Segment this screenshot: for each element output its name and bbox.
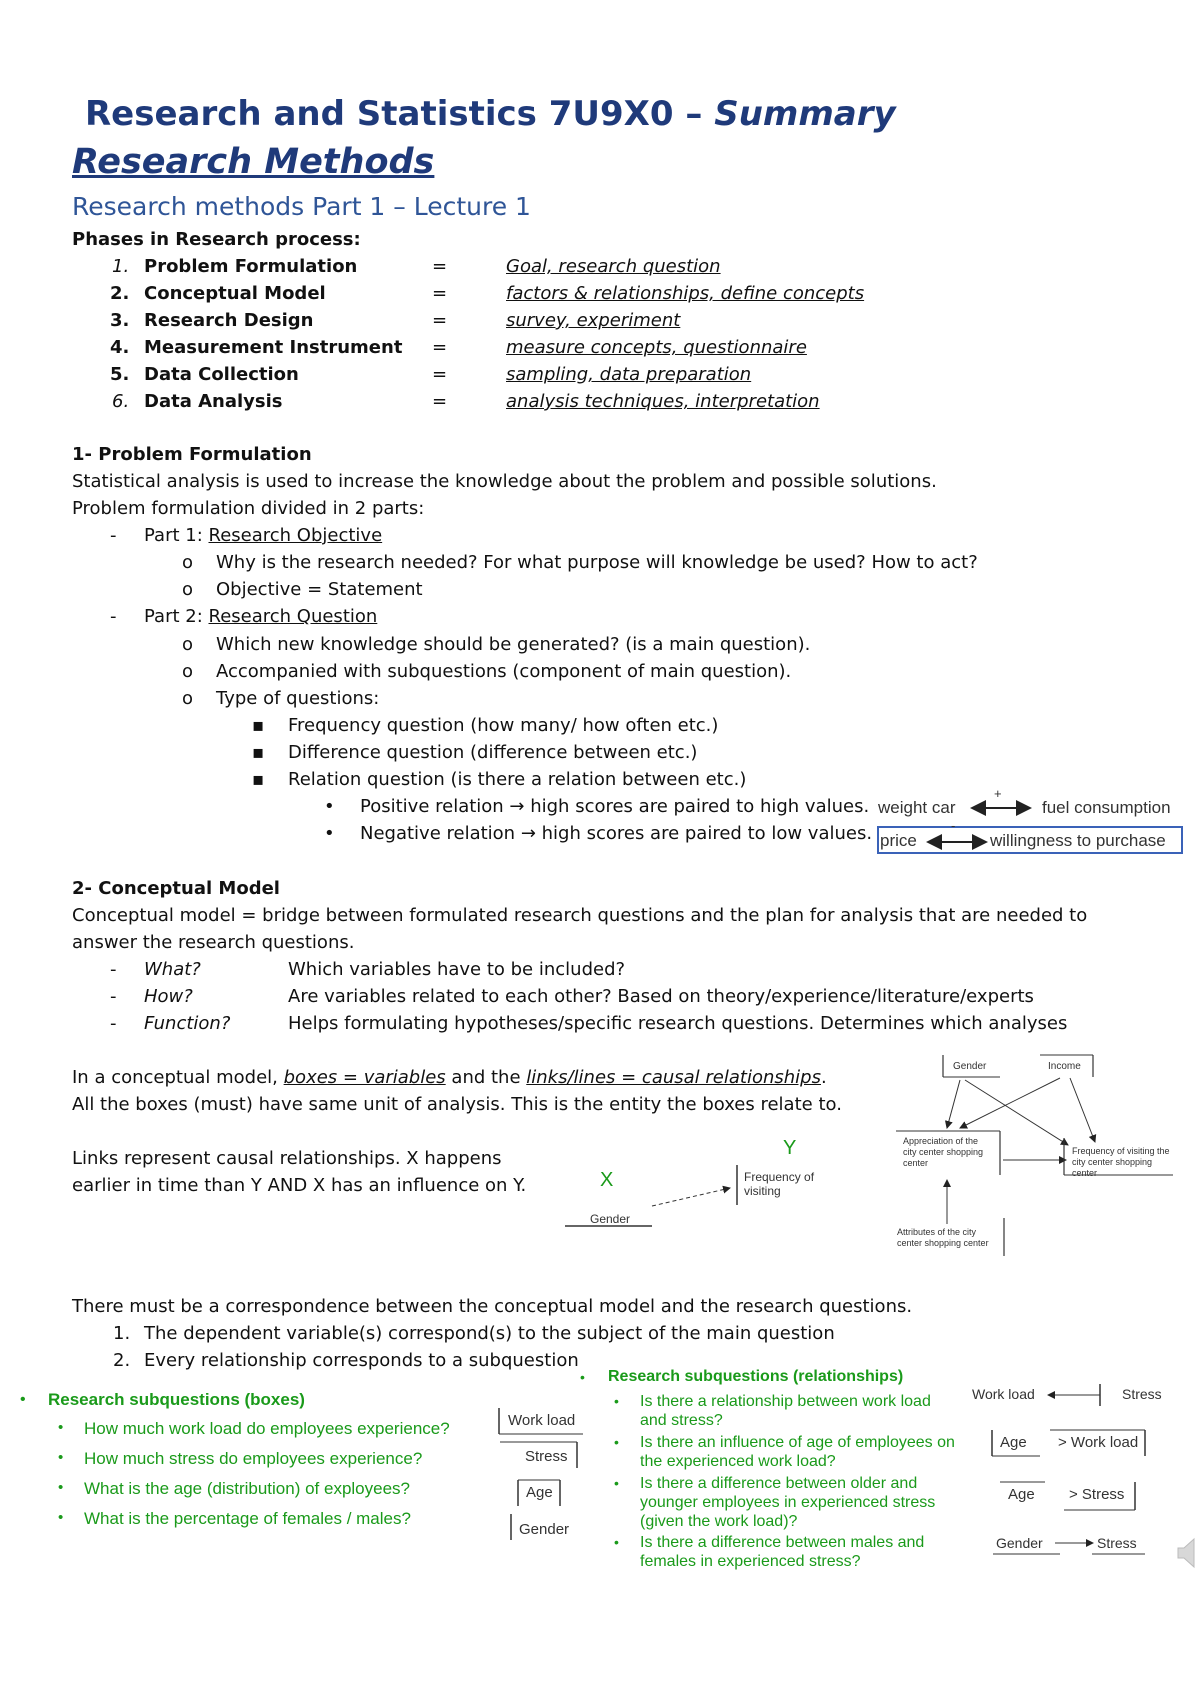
rel-neg-sign: - [951, 818, 956, 833]
subq-box-item: What is the age (distribution) of exployees? [84, 1479, 411, 1498]
box-label: Age [526, 1484, 553, 1501]
xy-gender: Gender [590, 1212, 631, 1226]
green-bullet: • [20, 1391, 26, 1408]
model-gender: Gender [953, 1061, 987, 1072]
text-line: visiting [744, 1184, 781, 1198]
rel-diagram-left: Work load [972, 1386, 1035, 1402]
green-bullet: • [614, 1534, 619, 1550]
rel-diagram-left: Age [1008, 1486, 1035, 1503]
square-bullet: ▪ [252, 769, 265, 790]
circle-bullet: o [182, 634, 194, 655]
title-main: Research and Statistics 7U9X0 – [85, 94, 715, 134]
dash-bullet: - [110, 1013, 117, 1034]
phase-eq: = [432, 256, 448, 277]
text-line: and stress? [640, 1412, 723, 1429]
list-item: Objective = Statement [216, 579, 423, 600]
list-item: Relation question (is there a relation between etc.) [288, 769, 747, 790]
text-line: Is there an influence of age of employees on [640, 1434, 955, 1451]
links-text: earlier in time than Y AND X has an influence on Y. [72, 1175, 527, 1196]
rel-neg-right: willingness to purchase [990, 831, 1166, 850]
phase-name: Research Design [144, 310, 314, 331]
rel-diagram-right: > Stress [1069, 1486, 1125, 1503]
rel-pos-sign: + [994, 786, 1002, 801]
phase-name: Measurement Instrument [144, 337, 403, 358]
phase-num: 6. [112, 391, 130, 412]
phase-num: 2. [110, 283, 130, 304]
text-line: center shopping center [897, 1238, 989, 1248]
subq-box-item: How much stress do employees experience? [84, 1449, 423, 1468]
green-bullet: • [58, 1479, 64, 1496]
text-line: (given the work load)? [640, 1513, 798, 1530]
phase-desc: sampling, data preparation [506, 364, 752, 385]
text-span: links/lines = causal relationships [526, 1067, 821, 1088]
corr-num: 2. [113, 1350, 131, 1371]
text-line: females in experienced stress? [640, 1553, 861, 1570]
phase-num: 5. [110, 364, 130, 385]
x-label: X [600, 1169, 614, 1191]
phase-num: 1. [112, 256, 130, 277]
text-line: center [903, 1158, 929, 1168]
text-line: Appreciation of the [903, 1136, 979, 1146]
speaker-icon-graphic [1176, 1535, 1196, 1571]
text-line: younger employees in experienced stress [640, 1494, 936, 1511]
circle-bullet: o [182, 552, 194, 573]
phase-num: 4. [110, 337, 130, 358]
text-line: the experienced work load? [640, 1453, 836, 1470]
text-line: center [1072, 1168, 1098, 1178]
unit-text: All the boxes (must) have same unit of analysis. This is the entity the boxes relate to. [72, 1094, 842, 1115]
box-label: Stress [525, 1448, 568, 1465]
subq-boxes-heading: Research subquestions (boxes) [48, 1390, 305, 1409]
box-label: Gender [519, 1521, 570, 1538]
corr-text: There must be a correspondence between the conceptual model and the research questions. [72, 1296, 913, 1317]
dash-bullet: - [110, 606, 117, 627]
subq-box-item: How much work load do employees experience? [84, 1419, 450, 1438]
subsection-heading: Research methods Part 1 – Lecture 1 [72, 192, 531, 221]
conceptual-q: What? [144, 959, 201, 980]
text-line: Is there a difference between older and [640, 1475, 918, 1492]
phase-name: Conceptual Model [144, 283, 326, 304]
list-item: Accompanied with subquestions (component of main question). [216, 661, 792, 682]
rel-neg-left: price [880, 831, 917, 850]
text-line: Frequency of [744, 1170, 815, 1184]
circle-bullet: o [182, 661, 194, 682]
conceptual-text: answer the research questions. [72, 932, 355, 953]
corr-num: 1. [113, 1323, 131, 1344]
text-line: city center shopping [903, 1147, 984, 1157]
circle-bullet: o [182, 579, 194, 600]
corr-item: Every relationship corresponds to a subquestion [144, 1350, 579, 1371]
subq-box-item: What is the percentage of females / males? [84, 1509, 411, 1528]
list-item: Why is the research needed? For what purpose will knowledge be used? How to act? [216, 552, 978, 573]
model-income: Income [1048, 1061, 1081, 1072]
phase-eq: = [432, 283, 448, 304]
dot-bullet: • [324, 796, 335, 817]
circle-bullet: o [182, 688, 194, 709]
conceptual-heading: 2- Conceptual Model [72, 878, 280, 899]
speaker-icon[interactable] [1176, 1535, 1196, 1571]
part1-link: Research Objective [208, 525, 383, 546]
phases-heading: Phases in Research process: [72, 229, 361, 250]
text-span: boxes = variables [283, 1067, 446, 1088]
square-bullet: ▪ [252, 742, 265, 763]
phase-eq: = [432, 391, 448, 412]
text-span: . [820, 1067, 827, 1088]
phase-eq: = [432, 337, 448, 358]
conceptual-a: Are variables related to each other? Based on theory/experience/literature/experts [288, 986, 1034, 1007]
phase-name: Problem Formulation [144, 256, 358, 277]
rel-diagram-left: Age [1000, 1434, 1027, 1451]
phase-desc: Goal, research question [506, 256, 721, 277]
text-span: In a conceptual model, [72, 1067, 284, 1088]
green-bullet: • [614, 1393, 619, 1409]
text-line: Frequency of visiting the [1072, 1146, 1170, 1156]
subq-rel-heading: Research subquestions (relationships) [608, 1368, 904, 1385]
text-line: Attributes of the city [897, 1227, 977, 1237]
green-bullet: • [614, 1434, 619, 1450]
green-bullet: • [58, 1419, 64, 1436]
rel-diagram-right: > Work load [1058, 1434, 1139, 1451]
dash-bullet: - [110, 959, 117, 980]
conceptual-q: How? [144, 986, 193, 1007]
list-item: Type of questions: [216, 688, 380, 709]
rel-pos-right: fuel consumption [1042, 798, 1171, 817]
dot-bullet: • [324, 823, 335, 844]
green-bullet: • [614, 1475, 619, 1491]
green-bullet: • [58, 1509, 64, 1526]
rel-diagram-right: Stress [1122, 1386, 1162, 1402]
list-item: Which new knowledge should be generated? (is a main question). [216, 634, 811, 655]
phase-eq: = [432, 364, 448, 385]
phase-num: 3. [110, 310, 130, 331]
part2-label: Part 2: [144, 606, 209, 627]
text-span: and the [445, 1067, 527, 1088]
section-heading: Research Methods [72, 142, 435, 182]
dash-bullet: - [110, 986, 117, 1007]
part1-label: Part 1: [144, 525, 209, 546]
y-label: Y [783, 1137, 797, 1159]
corr-item: The dependent variable(s) correspond(s) to the subject of the main question [144, 1323, 835, 1344]
conceptual-a: Which variables have to be included? [288, 959, 626, 980]
list-item: Difference question (difference between etc.) [288, 742, 698, 763]
part2-link: Research Question [208, 606, 378, 627]
square-bullet: ▪ [252, 715, 265, 736]
text-line: city center shopping [1072, 1157, 1153, 1167]
problem-text: Statistical analysis is used to increase the knowledge about the problem and possible solutions. [72, 471, 937, 492]
conceptual-a: Helps formulating hypotheses/specific research questions. Determines which analyses [288, 1013, 1068, 1034]
list-item: Frequency question (how many/ how often etc.) [288, 715, 719, 736]
phase-name: Data Collection [144, 364, 299, 385]
green-bullet: • [580, 1369, 585, 1385]
title-emphasis: Summary [714, 94, 896, 134]
dash-bullet: - [110, 525, 117, 546]
list-item: Negative relation → high scores are paired to low values. [360, 823, 873, 844]
phase-desc: factors & relationships, define concepts [506, 283, 865, 304]
conceptual-text: Conceptual model = bridge between formulated research questions and the plan for analysis that are needed to [72, 905, 1088, 926]
problem-text: Problem formulation divided in 2 parts: [72, 498, 425, 519]
conceptual-q: Function? [144, 1013, 231, 1034]
phase-desc: survey, experiment [506, 310, 681, 331]
rel-diagram-left: Gender [996, 1535, 1043, 1551]
rel-pos-left: weight car [878, 798, 956, 817]
phase-desc: measure concepts, questionnaire [506, 337, 807, 358]
problem-heading: 1- Problem Formulation [72, 444, 312, 465]
green-bullet: • [58, 1449, 64, 1466]
text-line: Is there a relationship between work load [640, 1393, 931, 1410]
phase-name: Data Analysis [144, 391, 283, 412]
phase-desc: analysis techniques, interpretation [506, 391, 820, 412]
phase-eq: = [432, 310, 448, 331]
list-item: Positive relation → high scores are paired to high values. [360, 796, 870, 817]
box-label: Work load [508, 1412, 576, 1429]
text-line: Is there a difference between males and [640, 1534, 925, 1551]
links-text: Links represent causal relationships. X happens [72, 1148, 502, 1169]
rel-diagram-right: Stress [1097, 1535, 1137, 1551]
